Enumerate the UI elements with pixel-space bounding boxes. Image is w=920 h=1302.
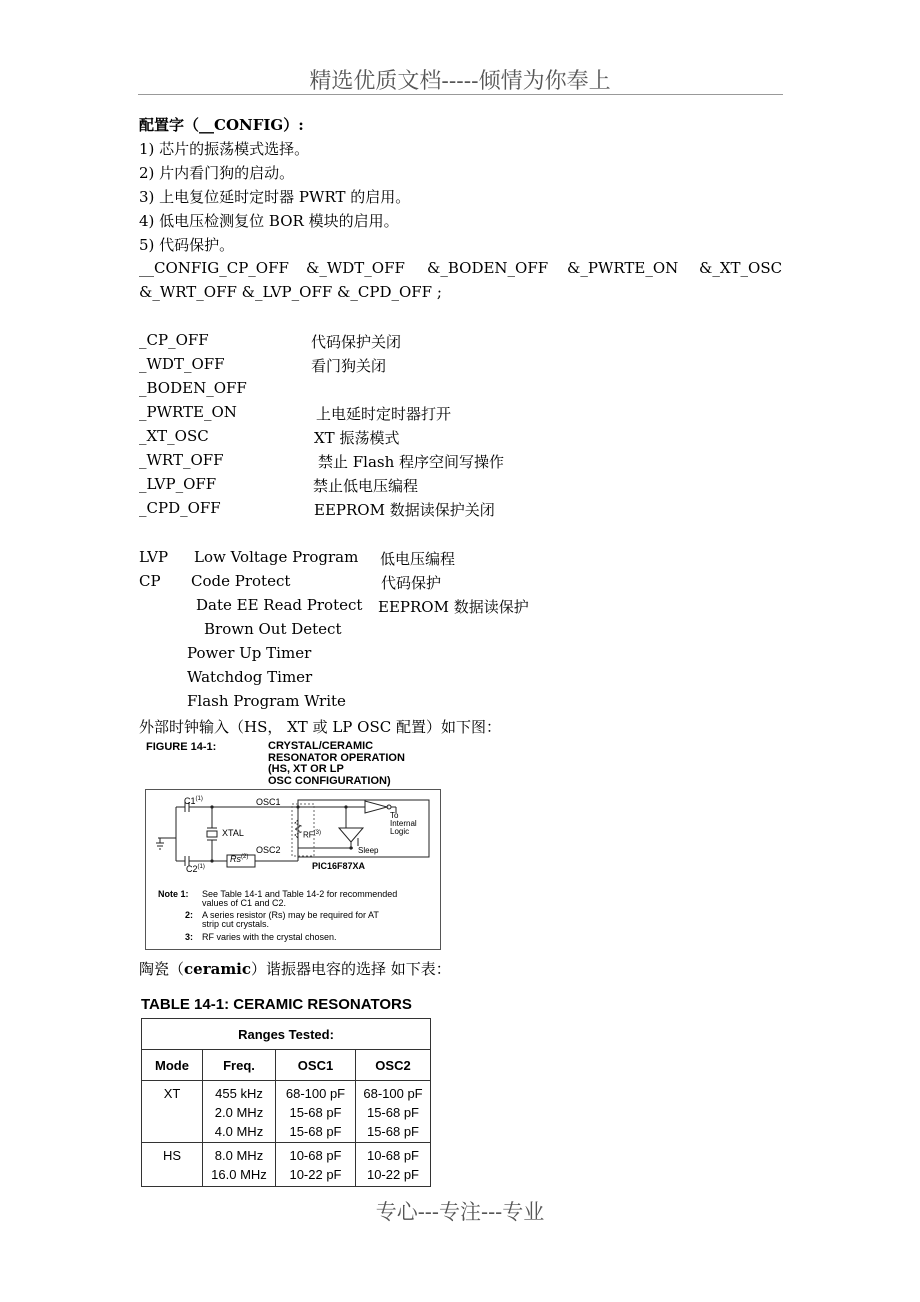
flag-name: _LVP_OFF xyxy=(139,475,217,493)
note-text: A series resistor (Rs) may be required for AT xyxy=(202,910,379,920)
note-text: strip cut crystals. xyxy=(202,919,270,929)
code-token: &_WDT_OFF xyxy=(306,259,405,277)
ceramic-text: 陶瓷（ceramic）谐振器电容的选择 如下表： xyxy=(139,960,451,978)
flag-name: _WRT_OFF xyxy=(139,451,224,469)
ext-clock-text: 外部时钟输入（HS， XT 或 LP OSC 配置）如下图： xyxy=(139,718,501,736)
abbr-full: Brown Out Detect xyxy=(204,620,342,638)
header-rule xyxy=(138,94,783,95)
cell-freq: 8.0 MHz 16.0 MHz xyxy=(203,1143,276,1187)
rs-label: Rs$^{(2)}$ xyxy=(230,854,249,864)
note-number: Note 1: xyxy=(158,889,189,899)
abbr-zh: 代码保护 xyxy=(381,574,442,592)
page-header: 精选优质文档-----倾情为你奉上 xyxy=(309,69,611,94)
note-number: 3: xyxy=(185,932,194,942)
code-token: &_PWRTE_ON xyxy=(567,259,679,277)
sleep-label: Sleep xyxy=(358,846,379,855)
abbr-full: Date EE Read Protect xyxy=(196,596,363,614)
cell-mode: HS xyxy=(142,1143,203,1187)
flag-name: _WDT_OFF xyxy=(139,355,225,373)
osc1-label: OSC1 xyxy=(256,797,281,807)
config-item: 5) 代码保护。 xyxy=(139,236,235,254)
config-heading: 配置字（__CONFIG）: xyxy=(139,116,304,134)
page-footer: 专心---专注---专业 xyxy=(375,1200,545,1224)
circuit-figure xyxy=(145,789,441,950)
flag-desc: 代码保护关闭 xyxy=(311,333,402,351)
flag-name: _XT_OSC xyxy=(139,427,209,445)
cell-osc2: 10-68 pF 10-22 pF xyxy=(356,1143,431,1187)
rf-label: RF$^{(3)}$ xyxy=(303,830,322,840)
note-text: values of C1 and C2. xyxy=(202,898,287,908)
note-number: 2: xyxy=(185,910,194,920)
abbr-full: Watchdog Timer xyxy=(187,668,313,686)
code-line-2: &_WRT_OFF &_LVP_OFF &_CPD_OFF ; xyxy=(139,283,442,301)
ceramic-resonators-table xyxy=(141,1018,431,1187)
figure-label: FIGURE 14-1: xyxy=(146,741,217,753)
flag-desc: 看门狗关闭 xyxy=(311,357,387,375)
abbr-full: Code Protect xyxy=(191,572,291,590)
col-header-osc2: OSC2 xyxy=(356,1050,431,1081)
note-text: See Table 14-1 and Table 14-2 for recommended xyxy=(202,889,398,899)
abbr-zh: EEPROM 数据读保护 xyxy=(378,598,529,616)
flag-desc: 禁止 Flash 程序空间写操作 xyxy=(318,453,505,471)
flag-desc: 禁止低电压编程 xyxy=(313,477,419,495)
abbr: LVP xyxy=(139,548,169,566)
cell-osc2: 68-100 pF 15-68 pF 15-68 pF xyxy=(356,1081,431,1143)
abbr-full: Power Up Timer xyxy=(187,644,312,662)
note-text: RF varies with the crystal chosen. xyxy=(202,932,337,942)
table-caption: TABLE 14-1: CERAMIC RESONATORS xyxy=(141,996,412,1013)
abbr-full: Flash Program Write xyxy=(187,692,346,710)
col-header-mode: Mode xyxy=(142,1050,203,1081)
config-item: 4) 低电压检测复位 BOR 模块的启用。 xyxy=(139,212,399,230)
cell-osc1: 10-68 pF 10-22 pF xyxy=(276,1143,356,1187)
c2-label: C2$^{(1)}$ xyxy=(186,864,205,874)
cell-mode: XT xyxy=(142,1081,203,1143)
flag-name: _CP_OFF xyxy=(139,331,209,349)
flag-desc: 上电延时定时器打开 xyxy=(316,405,452,423)
flag-name: _PWRTE_ON xyxy=(139,403,237,421)
cell-freq: 455 kHz 2.0 MHz 4.0 MHz xyxy=(203,1081,276,1143)
table-row xyxy=(142,1143,431,1187)
ranges-tested-header: Ranges Tested: xyxy=(142,1019,431,1050)
flag-desc: XT 振荡模式 xyxy=(314,429,400,447)
figure-title: CRYSTAL/CERAMIC RESONATOR OPERATION (HS, XT OR LP OSC CONFIGURATION) xyxy=(268,740,405,787)
col-header-osc1: OSC1 xyxy=(276,1050,356,1081)
xtal-label: XTAL xyxy=(222,828,244,838)
col-header-freq: Freq. xyxy=(203,1050,276,1081)
to-internal-logic: To Internal Logic xyxy=(390,811,417,836)
chip-label: PIC16F87XA xyxy=(312,861,366,871)
code-token: &_XT_OSC xyxy=(699,259,783,277)
config-item: 3) 上电复位延时定时器 PWRT 的启用。 xyxy=(139,188,411,206)
flag-name: _BODEN_OFF xyxy=(139,379,247,397)
cell-osc1: 68-100 pF 15-68 pF 15-68 pF xyxy=(276,1081,356,1143)
flag-desc: EEPROM 数据读保护关闭 xyxy=(314,501,495,519)
code-token: &_BODEN_OFF xyxy=(427,259,549,277)
config-item: 2) 片内看门狗的启动。 xyxy=(139,164,295,182)
abbr-zh: 低电压编程 xyxy=(380,550,456,568)
abbr-full: Low Voltage Program xyxy=(194,548,359,566)
c1-label: C1$^{(1)}$ xyxy=(184,796,203,806)
config-item: 1) 芯片的振荡模式选择。 xyxy=(139,140,310,158)
abbr: CP xyxy=(139,572,161,590)
table-row xyxy=(142,1081,431,1143)
code-token: __CONFIG_CP_OFF xyxy=(139,259,289,277)
flag-name: _CPD_OFF xyxy=(139,499,221,517)
osc2-label: OSC2 xyxy=(256,845,281,855)
